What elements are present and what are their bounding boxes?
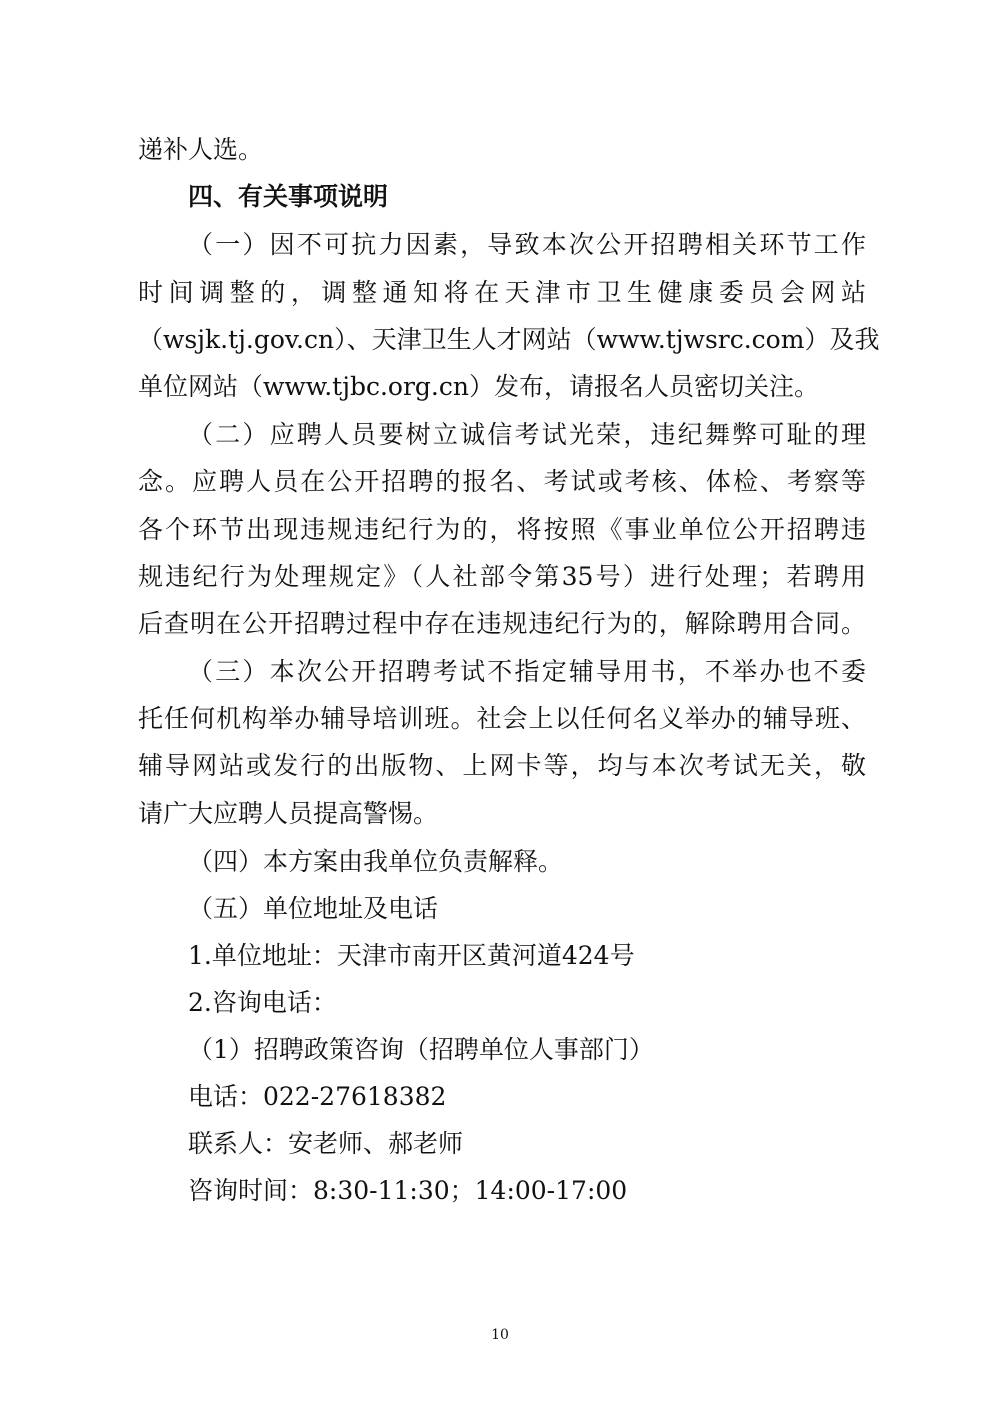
unit-address: 1.单位地址：天津市南开区黄河道424号 [188, 941, 635, 970]
paragraph-2-line-1: （二）应聘人员要树立诚信考试光荣，违纪舞弊可耻的理 [188, 420, 866, 449]
paragraph-1-line-4: 单位网站（www.tjbc.org.cn）发布，请报名人员密切关注。 [138, 372, 819, 401]
contact-person: 联系人：安老师、郝老师 [188, 1129, 464, 1158]
paragraph-3-line-1: （三）本次公开招聘考试不指定辅导用书，不举办也不委 [188, 657, 866, 686]
paragraph-2-line-2: 念。应聘人员在公开招聘的报名、考试或考核、体检、考察等 [138, 467, 866, 496]
page-number: 10 [491, 1327, 509, 1343]
paragraph-3-line-3: 辅导网站或发行的出版物、上网卡等，均与本次考试无关，敬 [138, 751, 866, 780]
consultation-phone-heading: 2.咨询电话： [188, 988, 337, 1017]
paragraph-1-line-1: （一）因不可抗力因素，导致本次公开招聘相关环节工作 [188, 230, 866, 259]
paragraph-4: （四）本方案由我单位负责解释。 [188, 847, 564, 876]
consultation-hours: 咨询时间：8:30-11:30；14:00-17:00 [188, 1176, 628, 1205]
paragraph-1-line-3: （wsjk.tj.gov.cn）、天津卫生人才网站（www.tjwsrc.com）及我 [138, 325, 880, 354]
section-heading: 四、有关事项说明 [188, 182, 389, 211]
paragraph-3-line-2: 托任何机构举办辅导培训班。社会上以任何名义举办的辅导班、 [138, 704, 866, 733]
policy-consultation-heading: （1）招聘政策咨询（招聘单位人事部门） [188, 1035, 654, 1064]
paragraph-5-heading: （五）单位地址及电话 [188, 894, 439, 923]
paragraph-2-line-4: 规违纪行为处理规定》（人社部令第35号）进行处理；若聘用 [138, 562, 866, 591]
paragraph-3-line-4: 请广大应聘人员提高警惕。 [138, 799, 439, 828]
text-line-continuation: 递补人选。 [138, 135, 264, 164]
paragraph-2-line-5: 后查明在公开招聘过程中存在违规违纪行为的，解除聘用合同。 [138, 609, 866, 638]
telephone-number: 电话：022-27618382 [188, 1082, 447, 1111]
paragraph-1-line-2: 时间调整的，调整通知将在天津市卫生健康委员会网站 [138, 278, 866, 307]
paragraph-2-line-3: 各个环节出现违规违纪行为的，将按照《事业单位公开招聘违 [138, 515, 866, 544]
